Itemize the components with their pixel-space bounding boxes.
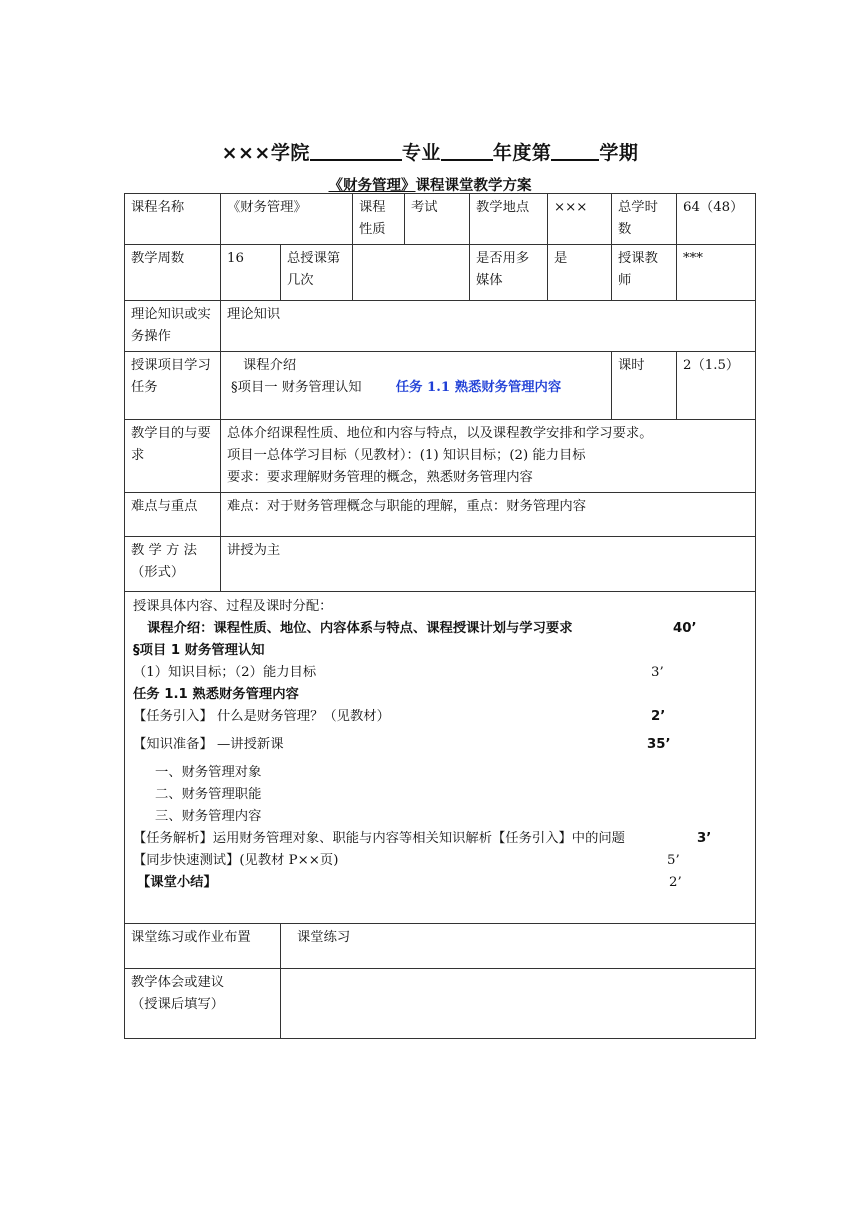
row-method [125, 537, 756, 592]
class-summary: 【课堂小结】 [137, 875, 217, 890]
project-task-line2 [231, 377, 605, 399]
key-points-value: 难点：对于财务管理概念与职能的理解，重点：财务管理内容 [221, 493, 756, 537]
reflection-label-line1: 教学体会或建议 [131, 975, 225, 990]
page-subtitle [0, 174, 860, 195]
subtitle-course: 《财务管理》 [328, 178, 416, 194]
goals-time: 3’ [651, 665, 664, 680]
course-name-value: 《财务管理》 [221, 194, 353, 245]
major-label: 专业 [401, 142, 441, 164]
row-content [125, 592, 756, 924]
class-hours-label: 课时 [612, 352, 677, 420]
project-heading: §项目 1 财务管理认知 [133, 643, 265, 658]
course-nature-label: 课程性质 [353, 194, 405, 245]
sync-quiz-time: 5’ [667, 853, 680, 868]
objectives-value [221, 420, 756, 493]
objectives-label: 教学目的与要求 [125, 420, 221, 493]
row-exercises [125, 924, 756, 969]
task-lead-time: 2’ [651, 709, 666, 724]
row-course-info [125, 194, 756, 245]
page-heading [0, 138, 860, 165]
class-hours-value: 2（1.5） [677, 352, 756, 420]
objective-line: 项目一总体学习目标（见教材）：(1) 知识目标；(2) 能力目标 [227, 448, 586, 463]
weeks-value: 16 [221, 245, 281, 301]
knowledge-prep: 【知识准备】 —讲授新课 [133, 737, 284, 752]
course-name-label: 课程名称 [125, 194, 221, 245]
session-label: 总授课第几次 [281, 245, 353, 301]
task-analysis: 【任务解析】运用财务管理对象、职能与内容等相关知识解析【任务引入】中的问题 [133, 831, 625, 846]
project-task-line1: 课程介绍 [243, 358, 297, 373]
teacher-label: 授课教师 [612, 245, 677, 301]
objective-line: 总体介绍课程性质、地位和内容与特点，以及课程教学安排和学习要求。 [227, 426, 653, 441]
row-project-task [125, 352, 756, 420]
task-heading: 任务 1.1 熟悉财务管理内容 [133, 687, 299, 702]
row-key-points [125, 493, 756, 537]
teaching-place-value: ××× [548, 194, 612, 245]
project-task-value [221, 352, 612, 420]
row-objectives [125, 420, 756, 493]
method-value: 讲授为主 [221, 537, 756, 592]
term-label: 学期 [599, 142, 639, 164]
content-cell [125, 592, 756, 924]
content-item: 三、财务管理内容 [155, 809, 262, 824]
content-item: 一、财务管理对象 [155, 765, 262, 780]
subtitle-rest: 课程课堂教学方案 [415, 178, 532, 194]
teacher-value: *** [677, 245, 756, 301]
reflection-value [281, 969, 756, 1039]
knowledge-prep-time: 35’ [647, 737, 671, 752]
sync-quiz: 【同步快速测试】(见教材 P××页) [133, 853, 339, 868]
course-intro-time: 40’ [673, 621, 697, 636]
year-blank [441, 141, 493, 161]
objective-line: 要求：要求理解财务管理的概念，熟悉财务管理内容 [227, 470, 533, 485]
knowledge-type-value: 理论知识 [221, 301, 756, 352]
exercises-value: 课堂练习 [281, 924, 756, 969]
multimedia-value: 是 [548, 245, 612, 301]
project-task-label: 授课项目学习任务 [125, 352, 221, 420]
row-reflection [125, 969, 756, 1039]
project-name: §项目一 财务管理认知 [231, 380, 362, 395]
total-hours-value: 64（48） [677, 194, 756, 245]
session-value [353, 245, 470, 301]
teaching-place-label: 教学地点 [470, 194, 548, 245]
goals-text: （1）知识目标；（2）能力目标 [133, 665, 317, 680]
lesson-plan-table [124, 193, 756, 1039]
course-intro: 课程介绍：课程性质、地位、内容体系与特点、课程授课计划与学习要求 [147, 621, 573, 636]
class-summary-time: 2’ [669, 875, 682, 890]
task-analysis-time: 3’ [697, 831, 712, 846]
reflection-label-line2: （授课后填写） [131, 997, 225, 1012]
major-blank [310, 141, 402, 161]
content-intro: 授课具体内容、过程及课时分配： [133, 599, 333, 614]
multimedia-label: 是否用多媒体 [470, 245, 548, 301]
task-lead: 【任务引入】 什么是财务管理？（见教材） [133, 709, 390, 724]
year-label: 年度第 [492, 142, 552, 164]
row-knowledge-type [125, 301, 756, 352]
reflection-label [125, 969, 281, 1039]
weeks-label: 教学周数 [125, 245, 221, 301]
method-label: 教 学 方 法（形式） [125, 537, 221, 592]
course-nature-value: 考试 [405, 194, 470, 245]
college-name: ×××学院 [221, 142, 310, 164]
content-item: 二、财务管理职能 [155, 787, 262, 802]
total-hours-label: 总学时数 [612, 194, 677, 245]
task-name: 任务 1.1 熟悉财务管理内容 [395, 380, 562, 395]
knowledge-type-label: 理论知识或实务操作 [125, 301, 221, 352]
row-schedule-info [125, 245, 756, 301]
term-blank [551, 141, 599, 161]
exercises-label: 课堂练习或作业布置 [125, 924, 281, 969]
key-points-label: 难点与重点 [125, 493, 221, 537]
